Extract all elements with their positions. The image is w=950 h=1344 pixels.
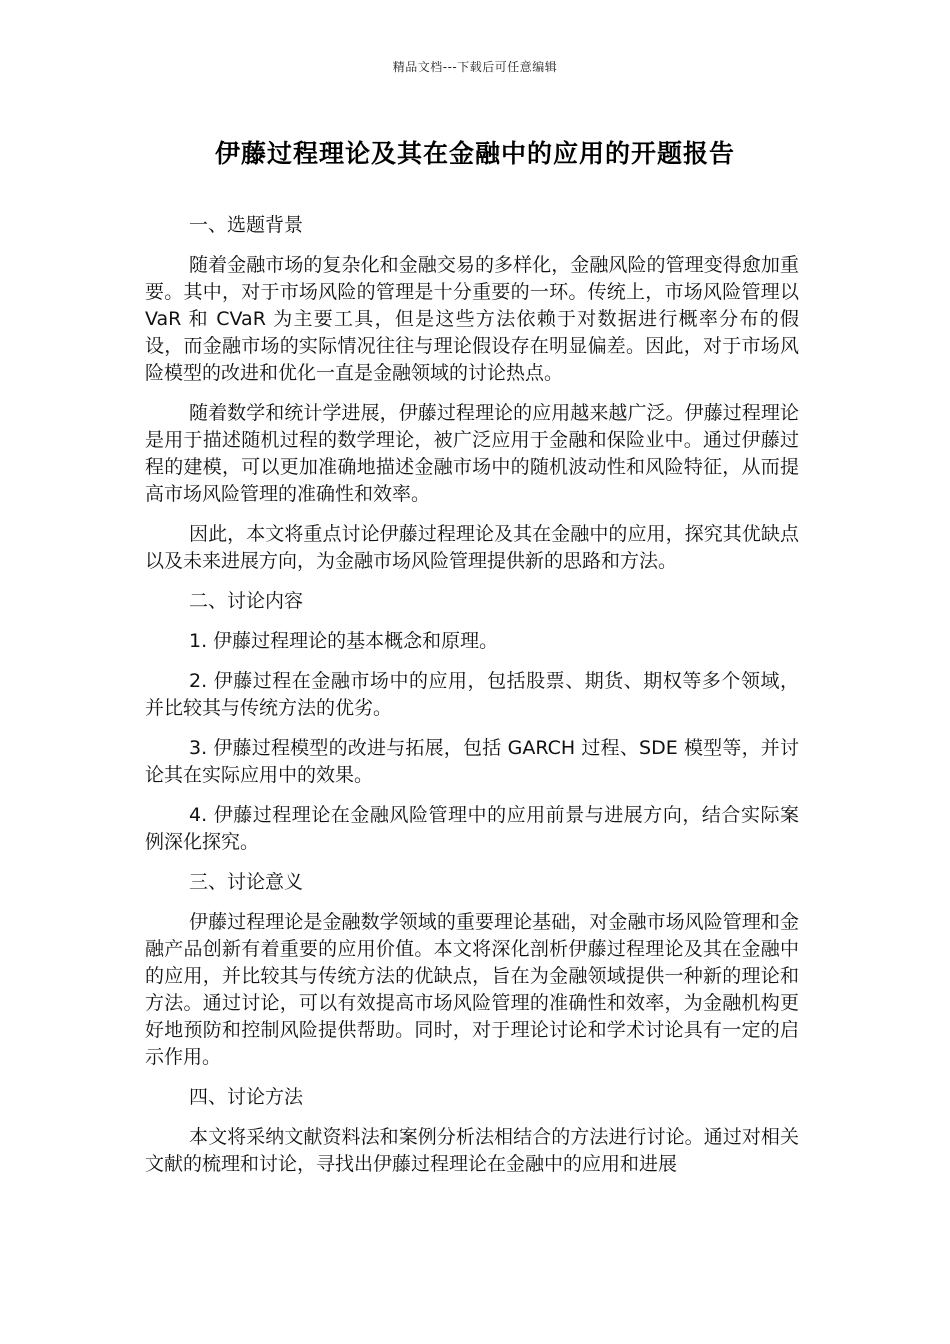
list-item: 3. 伊藤过程模型的改进与拓展，包括 GARCH 过程、SDE 模型等，并讨论其在实际应用中的效果。 <box>145 737 799 786</box>
list-item: 2. 伊藤过程在金融市场中的应用，包括股票、期货、期权等多个领域，并比较其与传统方法的优劣。 <box>145 670 799 719</box>
document-title: 伊藤过程理论及其在金融中的应用的开题报告 <box>214 139 735 168</box>
section-heading: 二、讨论内容 <box>189 590 304 612</box>
list-item: 1. 伊藤过程理论的基本概念和原理。 <box>189 630 499 652</box>
section-heading: 一、选题背景 <box>189 214 304 236</box>
section-heading: 四、讨论方法 <box>189 1086 304 1108</box>
paragraph: 因此，本文将重点讨论伊藤过程理论及其在金融中的应用，探究其优缺点以及未来进展方向，为金融市场风险管理提供新的思路和方法。 <box>145 523 799 572</box>
section-heading: 三、讨论意义 <box>189 871 304 893</box>
paragraph: 伊藤过程理论是金融数学领域的重要理论基础，对金融市场风险管理和金融产品创新有着重要的应用价值。本文将深化剖析伊藤过程理论及其在金融中的应用，并比较其与传统方法的优缺点，旨在为金融领域提供一种新的理论和方法。通过讨论，可以有效提高市场风险管理的准确性和效率，为金融机构更好地预防和控制风险提供帮助。同时，对于理论讨论和学术讨论具有一定的启示作用。 <box>145 911 799 1068</box>
paragraph: 随着数学和统计学进展，伊藤过程理论的应用越来越广泛。伊藤过程理论是用于描述随机过程的数学理论，被广泛应用于金融和保险业中。通过伊藤过程的建模，可以更加准确地描述金融市场中的随机波动性和风险特征，从而提高市场风险管理的准确性和效率。 <box>145 402 799 505</box>
paragraph: 本文将采纳文献资料法和案例分析法相结合的方法进行讨论。通过对相关文献的梳理和讨论，寻找出伊藤过程理论在金融中的应用和进展 <box>145 1126 799 1175</box>
list-item: 4. 伊藤过程理论在金融风险管理中的应用前景与进展方向，结合实际案例深化探究。 <box>145 804 799 853</box>
document-body <box>145 212 799 1191</box>
paragraph: 随着金融市场的复杂化和金融交易的多样化，金融风险的管理变得愈加重要。其中，对于市场风险的管理是十分重要的一环。传统上，市场风险管理以 VaR 和 CVaR 为主要工具，但是这些方法依赖于对数据进行概率分布的假设，而金融市场的实际情况往往与理论假设存在明显偏差。因此，对于市场风险模型的改进和优化一直是金融领域的讨论热点。 <box>145 254 799 384</box>
header-note: 精品文档---下载后可任意编辑 <box>392 60 558 74</box>
